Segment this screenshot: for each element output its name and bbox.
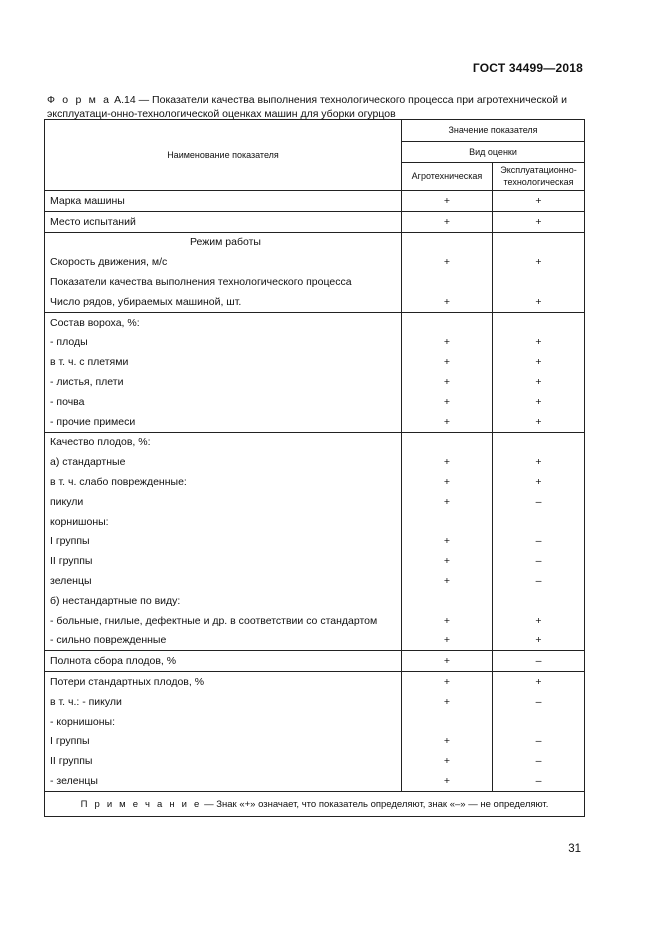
agro-mark: +: [402, 751, 493, 771]
expl-mark: [493, 272, 585, 292]
agro-mark: +: [402, 631, 493, 651]
indicator-name: II группы: [45, 751, 402, 771]
table-note: [45, 791, 585, 816]
table-row: [45, 292, 585, 312]
indicator-name: в т. ч. с плетями: [45, 352, 402, 372]
table-row: [45, 312, 585, 332]
expl-mark: [493, 232, 585, 252]
indicator-name: - корнишоны:: [45, 712, 402, 732]
document-code: ГОСТ 34499—2018: [472, 61, 583, 75]
table-row: [45, 512, 585, 532]
expl-mark: +: [493, 631, 585, 651]
expl-mark: +: [493, 392, 585, 412]
indicator-name: - прочие примеси: [45, 412, 402, 432]
agro-mark: +: [402, 472, 493, 492]
agro-mark: +: [402, 372, 493, 392]
form-word: Ф о р м а: [47, 94, 112, 106]
indicator-name: I группы: [45, 732, 402, 752]
agro-mark: +: [402, 352, 493, 372]
indicator-name: Число рядов, убираемых машиной, шт.: [45, 292, 402, 312]
expl-mark: +: [493, 452, 585, 472]
table-row: [45, 732, 585, 752]
indicator-name: пикули: [45, 492, 402, 512]
expl-mark: +: [493, 412, 585, 432]
header-value: Значение показателя: [402, 120, 585, 142]
agro-mark: +: [402, 571, 493, 591]
note-text: — Знак «+» означает, что показатель определяют, знак «–» — не определяют.: [201, 798, 549, 810]
table-row: [45, 191, 585, 212]
expl-mark: +: [493, 611, 585, 631]
expl-mark: –: [493, 532, 585, 552]
agro-mark: +: [402, 452, 493, 472]
expl-mark: +: [493, 191, 585, 212]
indicator-name: - почва: [45, 392, 402, 412]
table-row: [45, 232, 585, 252]
table-row: [45, 631, 585, 651]
indicator-name: Качество плодов, %:: [45, 432, 402, 452]
table-row: [45, 432, 585, 452]
agro-mark: +: [402, 692, 493, 712]
agro-mark: +: [402, 732, 493, 752]
table-row: [45, 352, 585, 372]
indicator-name: зеленцы: [45, 571, 402, 591]
indicator-name: Марка машины: [45, 191, 402, 212]
expl-mark: +: [493, 211, 585, 232]
expl-mark: +: [493, 472, 585, 492]
table-row: [45, 651, 585, 672]
expl-mark: –: [493, 732, 585, 752]
indicator-name: - сильно поврежденные: [45, 631, 402, 651]
table-row: [45, 571, 585, 591]
indicator-name: - зеленцы: [45, 771, 402, 791]
table-group: [45, 651, 585, 672]
table-group: [45, 211, 585, 232]
agro-mark: +: [402, 771, 493, 791]
agro-mark: +: [402, 211, 493, 232]
expl-mark: [493, 312, 585, 332]
indicator-name: а) стандартные: [45, 452, 402, 472]
agro-mark: [402, 432, 493, 452]
expl-mark: –: [493, 771, 585, 791]
table-row: [45, 392, 585, 412]
agro-mark: [402, 591, 493, 611]
indicator-name: в т. ч. слабо поврежденные:: [45, 472, 402, 492]
header-assessment-kind: Вид оценки: [402, 141, 585, 162]
expl-mark: –: [493, 571, 585, 591]
agro-mark: [402, 712, 493, 732]
indicator-name: б) нестандартные по виду:: [45, 591, 402, 611]
expl-mark: [493, 712, 585, 732]
table-row: [45, 472, 585, 492]
agro-mark: +: [402, 551, 493, 571]
table-row: [45, 672, 585, 692]
table-group: [45, 232, 585, 312]
expl-mark: +: [493, 252, 585, 272]
agro-mark: +: [402, 611, 493, 631]
table-row: [45, 771, 585, 791]
table-group: [45, 191, 585, 212]
header-indicator-name: Наименование показателя: [45, 120, 402, 191]
indicator-name: корнишоны:: [45, 512, 402, 532]
expl-mark: –: [493, 751, 585, 771]
agro-mark: +: [402, 191, 493, 212]
form-title: А.14 — Показатели качества выполнения технологического процесса при агротехнической и эксплуатаци-онно-технологической оценках машин для уборки огурцов: [47, 94, 567, 120]
expl-mark: –: [493, 551, 585, 571]
table-row: [45, 252, 585, 272]
table-row: [45, 712, 585, 732]
indicators-table: [44, 119, 585, 817]
header-agrotechnical: Агротехническая: [402, 162, 493, 190]
table-row: [45, 333, 585, 353]
expl-mark: +: [493, 333, 585, 353]
indicator-name: Скорость движения, м/с: [45, 252, 402, 272]
table-row: [45, 751, 585, 771]
table-row: [45, 692, 585, 712]
indicator-name: - плоды: [45, 333, 402, 353]
expl-mark: +: [493, 352, 585, 372]
table-row: [45, 492, 585, 512]
table-group: [45, 672, 585, 792]
indicator-name: II группы: [45, 551, 402, 571]
expl-mark: [493, 432, 585, 452]
indicator-name: Потери стандартных плодов, %: [45, 672, 402, 692]
agro-mark: +: [402, 672, 493, 692]
table-row: [45, 372, 585, 392]
agro-mark: [402, 312, 493, 332]
subsection-heading: Показатели качества выполнения технологического процесса: [45, 272, 402, 292]
header-operational: Эксплуатационно-технологическая: [493, 162, 585, 190]
table-row: [45, 551, 585, 571]
agro-mark: +: [402, 333, 493, 353]
table-row: [45, 412, 585, 432]
agro-mark: +: [402, 252, 493, 272]
agro-mark: [402, 512, 493, 532]
agro-mark: [402, 272, 493, 292]
table-note-row: [45, 791, 585, 816]
indicator-name: - больные, гнилые, дефектные и др. в соответствии со стандартом: [45, 611, 402, 631]
page-number: 31: [568, 843, 581, 855]
agro-mark: +: [402, 412, 493, 432]
table-group: [45, 432, 585, 651]
agro-mark: [402, 232, 493, 252]
expl-mark: +: [493, 672, 585, 692]
note-label: П р и м е ч а н и е: [80, 798, 202, 810]
table-row: [45, 272, 585, 292]
expl-mark: –: [493, 692, 585, 712]
indicator-name: - листья, плети: [45, 372, 402, 392]
indicator-name: I группы: [45, 532, 402, 552]
table-row: [45, 211, 585, 232]
expl-mark: +: [493, 292, 585, 312]
form-caption: [47, 93, 587, 121]
expl-mark: +: [493, 372, 585, 392]
indicator-name: Полнота сбора плодов, %: [45, 651, 402, 672]
table-row: [45, 452, 585, 472]
agro-mark: +: [402, 492, 493, 512]
table-row: [45, 532, 585, 552]
expl-mark: [493, 512, 585, 532]
expl-mark: –: [493, 492, 585, 512]
expl-mark: [493, 591, 585, 611]
subsection-heading: Режим работы: [45, 232, 402, 252]
indicator-name: Место испытаний: [45, 211, 402, 232]
agro-mark: +: [402, 651, 493, 672]
indicator-name: в т. ч.: - пикули: [45, 692, 402, 712]
agro-mark: +: [402, 392, 493, 412]
agro-mark: +: [402, 292, 493, 312]
table-row: [45, 611, 585, 631]
agro-mark: +: [402, 532, 493, 552]
indicator-name: Состав вороха, %:: [45, 312, 402, 332]
table-group: [45, 312, 585, 432]
expl-mark: –: [493, 651, 585, 672]
table-row: [45, 591, 585, 611]
